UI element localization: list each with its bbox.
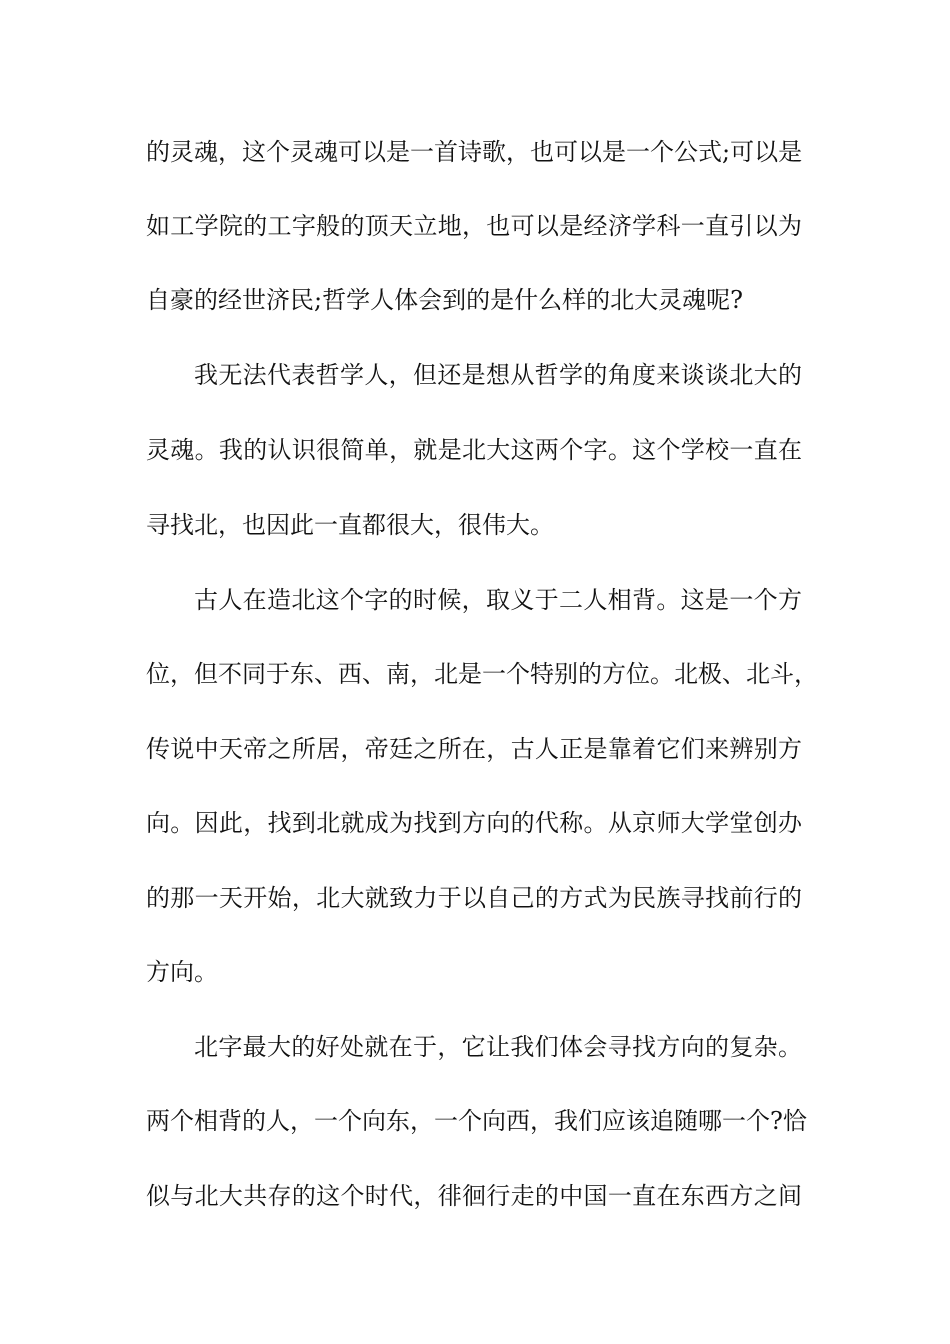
text-line-content: 向。因此，找到北就成为找到方向的代称。从京师大学堂创办 [146, 809, 802, 837]
text-line-content: 的那一天开始，北大就致力于以自己的方式为民族寻找前行的 [146, 884, 802, 912]
text-line-content: 位，但不同于东、西、南，北是一个特别的方位。北极、北斗， [146, 660, 818, 688]
text-line [0, 206, 950, 246]
text-line [0, 1101, 950, 1141]
text-line [0, 952, 950, 992]
paragraph-first-line [0, 355, 950, 395]
text-line [0, 280, 950, 320]
text-line-content: 如工学院的工字般的顶天立地，也可以是经济学科一直引以为 [146, 212, 802, 240]
text-line [0, 132, 950, 172]
text-line-content: 两个相背的人，一个向东，一个向西，我们应该追随哪一个?恰 [146, 1107, 807, 1135]
text-line-content: 灵魂。我的认识很简单，就是北大这两个字。这个学校一直在 [146, 436, 802, 464]
text-line [0, 1176, 950, 1216]
text-line-content: 北字最大的好处就在于，它让我们体会寻找方向的复杂。 [194, 1033, 802, 1061]
text-line [0, 878, 950, 918]
text-line-content: 古人在造北这个字的时候，取义于二人相背。这是一个方 [194, 586, 802, 614]
text-line-content: 传说中天帝之所居，帝廷之所在，古人正是靠着它们来辨别方 [146, 735, 802, 763]
text-line [0, 729, 950, 769]
text-line [0, 430, 950, 470]
text-line-content: 自豪的经世济民;哲学人体会到的是什么样的北大灵魂呢? [146, 286, 743, 314]
text-line-content: 寻找北，也因此一直都很大，很伟大。 [146, 511, 554, 539]
paragraph-first-line [0, 1027, 950, 1067]
text-line-content: 似与北大共存的这个时代，徘徊行走的中国一直在东西方之间 [146, 1182, 802, 1210]
text-line-content: 的灵魂，这个灵魂可以是一首诗歌，也可以是一个公式;可以是 [146, 138, 803, 166]
paragraph-first-line [0, 580, 950, 620]
text-line-content: 我无法代表哲学人，但还是想从哲学的角度来谈谈北大的 [194, 361, 802, 389]
text-line [0, 803, 950, 843]
text-line-content: 方向。 [146, 958, 218, 986]
text-line [0, 505, 950, 545]
text-line [0, 654, 950, 694]
